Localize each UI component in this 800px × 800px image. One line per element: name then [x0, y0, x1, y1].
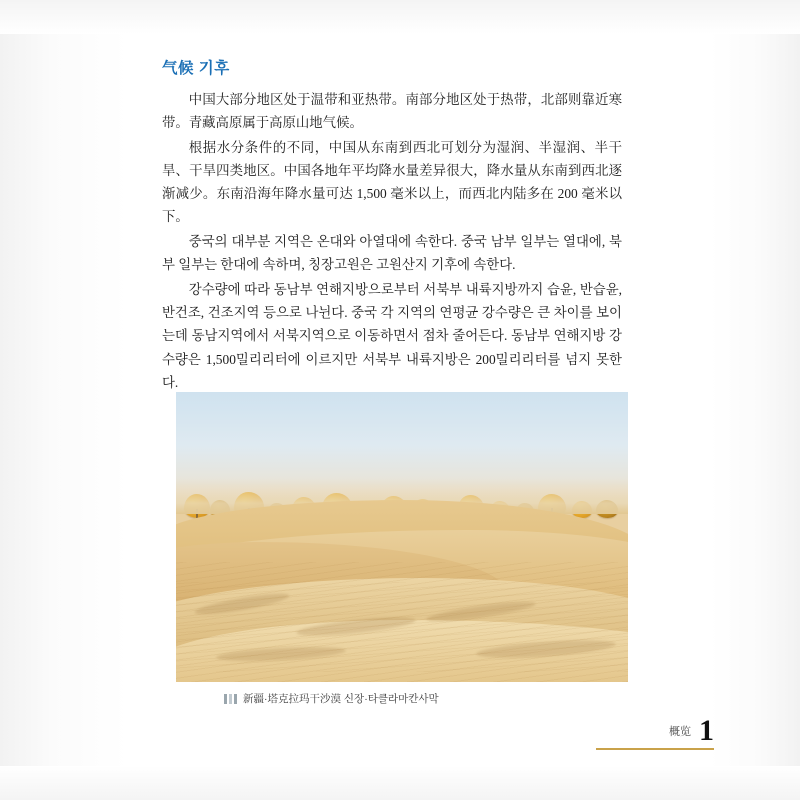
- paragraph-3: 중국의 대부분 지역은 온대와 아열대에 속한다. 중국 남부 일부는 열대에, 북부 일부는 한대에 속하며, 칭장고원은 고원산지 기후에 속한다.: [162, 234, 622, 273]
- paragraph-1: 中国大部分地区处于温带和亚热带。南部分地区处于热带，北部则靠近寒带。青藏高原属于高原山地气候。: [162, 92, 622, 131]
- page-edge-shading-right: [710, 0, 800, 800]
- article-body: [162, 56, 622, 396]
- page-edge-shading-bottom: [0, 766, 800, 800]
- figure-block: [176, 392, 628, 706]
- paragraph-2: 根据水分条件的不同，中国从东南到西北可划分为湿润、半湿润、半干旱、干旱四类地区。中国各地年平均降水量差异很大，降水量从东南到西北逐渐减少。东南沿海年降水量可达 1,500 毫米以上，而西北内陆多在 200 毫米以下。: [162, 140, 622, 225]
- page-edge-shading-top: [0, 0, 800, 34]
- caption-marker-icon: [224, 694, 237, 704]
- figure-caption: [176, 691, 628, 706]
- taklamakan-desert-photo: [176, 392, 628, 682]
- footer-rule: [596, 748, 714, 750]
- page-edge-shading-left: [0, 0, 128, 800]
- figure-caption-text: 新疆·塔克拉玛干沙漠 신장·타클라마칸사막: [243, 693, 439, 705]
- sand-ripples-foreground: [176, 562, 628, 682]
- section-heading: 气候 기후: [162, 60, 230, 77]
- page-number: 1: [699, 714, 714, 747]
- page-footer: [669, 714, 714, 747]
- footer-section-label: 概览: [669, 726, 691, 738]
- paragraph-4: 강수량에 따라 동남부 연해지방으로부터 서북부 내륙지방까지 습윤, 반습윤, 반건조, 건조지역 등으로 나뉜다. 중국 각 지역의 연평균 강수량은 큰 차이를 보이는데 동남지역에서 서북지역으로 이동하면서 점차 줄어든다. 동남부 연해지방 강수량은 1,500밀리리터에 이르지만 서북부 내륙지방은 200밀리리터를 넘지 못한다.: [162, 282, 622, 390]
